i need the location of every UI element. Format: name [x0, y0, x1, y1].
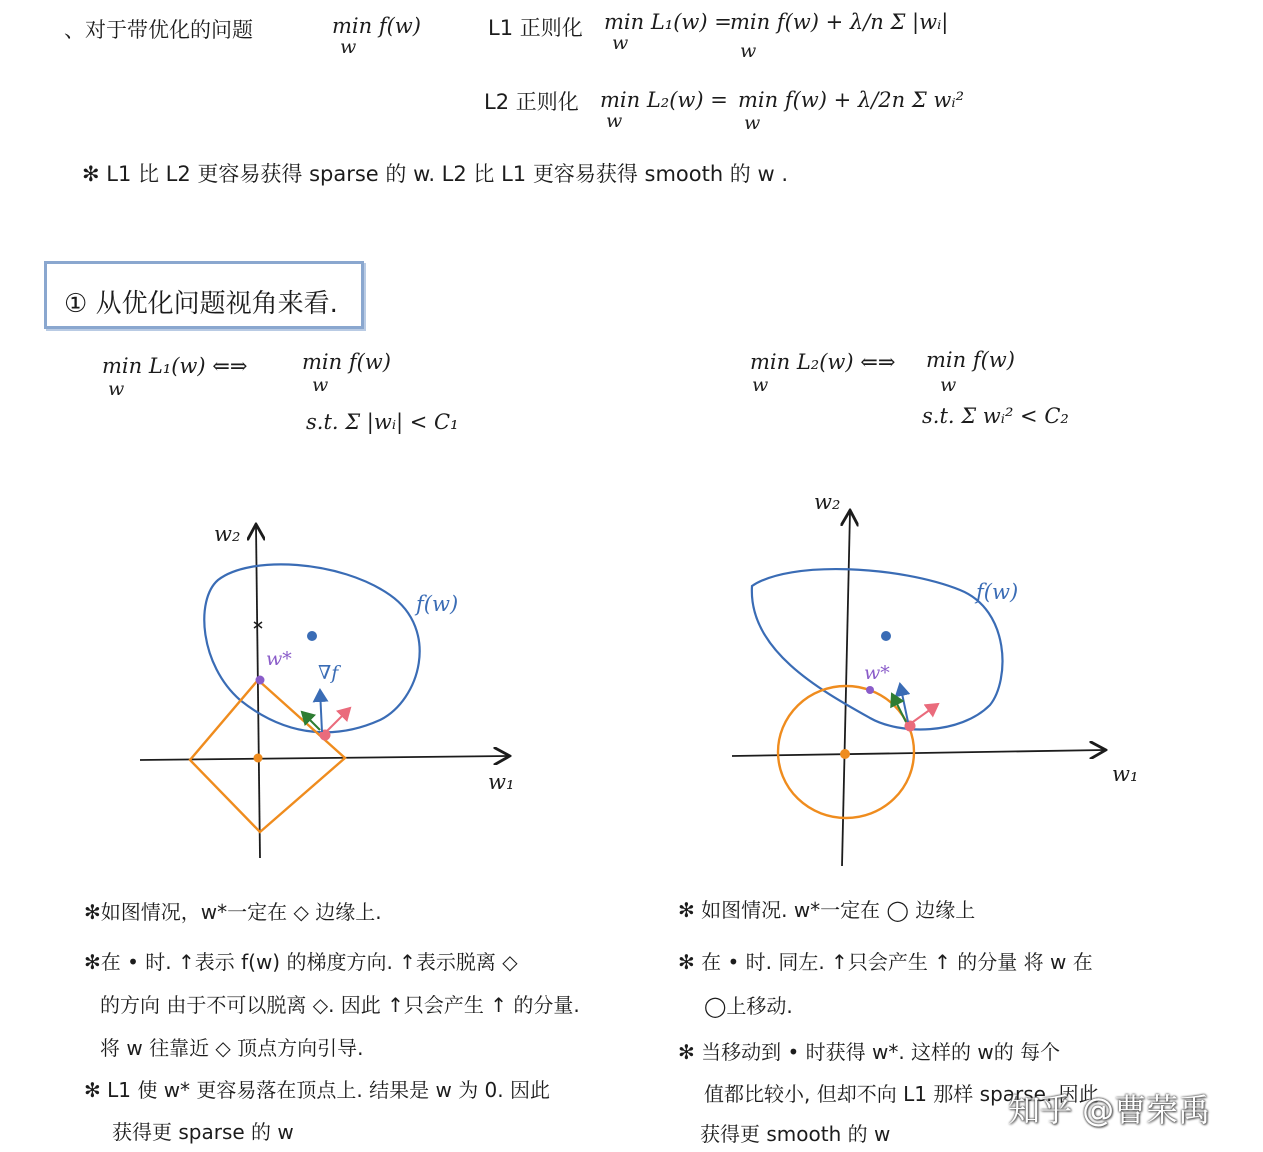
left-escape-arrow	[325, 708, 350, 733]
left-gradient-arrow	[320, 690, 322, 732]
l1-lhs-sub: w	[612, 32, 629, 54]
l2-lhs-sub: w	[606, 110, 623, 132]
l2-rhs: min f(w) + λ/2n Σ wᵢ²	[738, 88, 964, 112]
right-w-star-label: w*	[864, 662, 890, 684]
left-w-star-label: w*	[266, 648, 292, 670]
left-axis-y-label: w₂	[214, 522, 241, 546]
right-objective-curve	[752, 569, 1003, 729]
l2-rhs-sub: w	[744, 112, 761, 134]
left-note-1: ✻如图情况，w*一定在 ◇ 边缘上.	[84, 900, 382, 924]
left-eq-lhs: min L₁(w) ⇐⇒	[102, 354, 248, 378]
left-diagram	[140, 522, 508, 858]
right-eq-lhs: min L₂(w) ⇐⇒	[750, 350, 896, 374]
right-note-6: 获得更 smooth 的 w	[700, 1122, 891, 1146]
right-note-1: ✻ 如图情况. w*一定在 ◯ 边缘上	[678, 898, 976, 922]
left-f-label: f(w)	[416, 592, 459, 616]
right-note-4: ✻ 当移动到 • 时获得 w*. 这样的 w的 每个	[678, 1040, 1061, 1064]
watermark: 知乎 @曹荣禹	[1008, 1091, 1211, 1129]
l1-rhs: min f(w) + λ/n Σ |wᵢ|	[730, 10, 949, 34]
left-origin-point	[254, 754, 263, 763]
right-note-5: 值都比较小, 但却不向 L1 那样 sparse. 因此	[704, 1082, 1099, 1106]
objective-sub: w	[340, 36, 357, 58]
left-y-axis	[256, 526, 260, 858]
l2-label: L2 正则化	[484, 90, 579, 114]
l1-lhs: min L₁(w) =	[604, 10, 732, 34]
right-origin-point	[840, 749, 850, 759]
section-title: ① 从优化问题视角来看.	[64, 289, 338, 319]
right-axis-x-label: w₁	[1112, 762, 1139, 786]
left-axis-x-label: w₁	[488, 770, 515, 794]
left-note-3: 的方向 由于不可以脱离 ◇. 因此 ↑只会产生 ↑ 的分量.	[100, 993, 580, 1017]
intro-text: 、对于带优化的问题	[64, 18, 253, 42]
right-note-3: ◯上移动.	[704, 994, 793, 1018]
left-w-star-point	[256, 676, 265, 685]
right-eq-rhs-sub: w	[940, 374, 957, 396]
left-eq-rhs: min f(w)	[302, 350, 391, 374]
l1-rhs-sub: w	[740, 40, 757, 62]
right-y-axis	[842, 512, 850, 866]
conclusion-text: ✻ L1 比 L2 更容易获得 sparse 的 w. L2 比 L1 更容易获得 smooth 的 w .	[82, 162, 789, 186]
left-note-4: 将 w 往靠近 ◇ 顶点方向引导.	[100, 1036, 364, 1060]
l1-diamond	[190, 680, 345, 832]
left-grad-label: ∇f	[318, 662, 339, 684]
left-f-center	[307, 631, 317, 641]
left-eq-rhs-sub: w	[312, 374, 329, 396]
right-x-axis	[732, 750, 1104, 756]
l1-label: L1 正则化	[488, 16, 583, 40]
right-note-2: ✻ 在 • 时. 同左. ↑只会产生 ↑ 的分量 将 w 在	[678, 950, 1093, 974]
l2-lhs: min L₂(w) =	[600, 88, 728, 112]
right-diagram	[732, 512, 1104, 866]
objective-formula: min f(w)	[332, 14, 421, 38]
left-objective-curve	[204, 564, 419, 732]
right-eq-rhs: min f(w)	[926, 348, 1015, 372]
right-eq-lhs-sub: w	[752, 374, 769, 396]
left-note-2: ✻在 • 时. ↑表示 f(w) 的梯度方向. ↑表示脱离 ◇	[84, 950, 518, 974]
right-f-center	[881, 631, 891, 641]
left-note-5: ✻ L1 使 w* 更容易落在顶点上. 结果是 w 为 0. 因此	[84, 1078, 550, 1102]
left-eq-lhs-sub: w	[108, 378, 125, 400]
right-f-label: f(w)	[976, 580, 1019, 604]
right-constraint: s.t. Σ wᵢ² < C₂	[922, 404, 1069, 428]
left-constraint: s.t. Σ |wᵢ| < C₁	[306, 410, 459, 434]
right-axis-y-label: w₂	[814, 490, 841, 514]
right-w-star-point	[866, 686, 874, 694]
right-escape-arrow	[910, 704, 938, 724]
left-x-axis	[140, 756, 508, 760]
left-note-6: 获得更 sparse 的 w	[112, 1120, 294, 1144]
